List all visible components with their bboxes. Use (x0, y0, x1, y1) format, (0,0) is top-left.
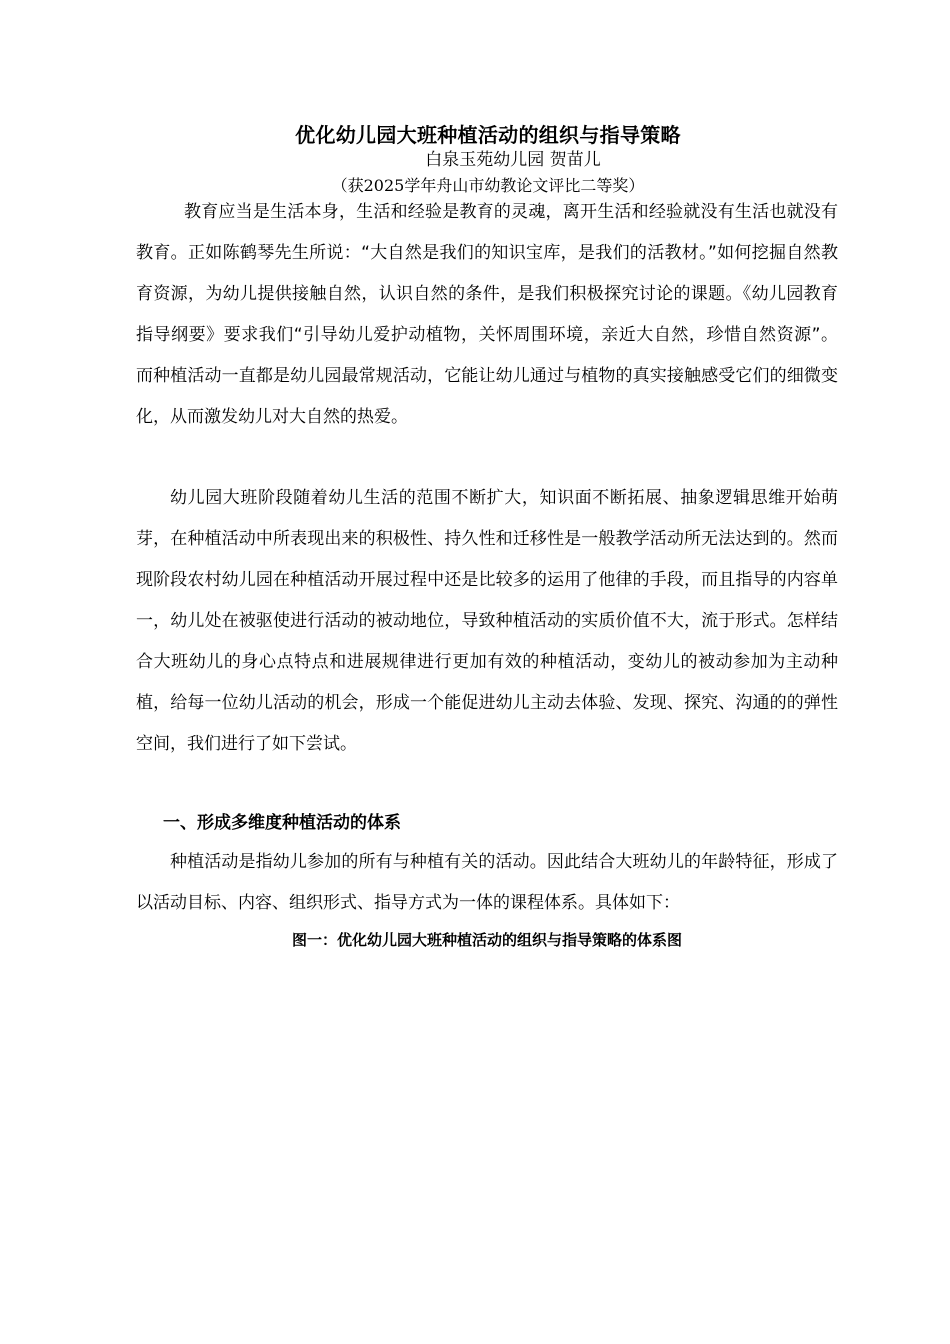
award-note: （获2025学年舟山市幼教论文评比二等奖） (331, 176, 645, 195)
section-body-block (136, 842, 838, 924)
paragraph-2: 幼儿园大班阶段随着幼儿生活的范围不断扩大，知识面不断拓展、抽象逻辑思维开始萌芽，在种植活动中所表现出来的积极性、持久性和迁移性是一般教学活动所无法达到的。然而现阶段农村幼儿园在种植活动开展过程中还是比较多的运用了他律的手段，而且指导的内容单一，幼儿处在被驱使进行活动的被动地位，导致种植活动的实质价值不大，流于形式。怎样结合大班幼儿的身心点特点和进展规律进行更加有效的种植活动，变幼儿的被动参加为主动种植，给每一位幼儿活动的机会，形成一个能促进幼儿主动去体验、发现、探究、沟通的的弹性空间，我们进行了如下尝试。 (136, 488, 838, 754)
intro-block (136, 192, 838, 438)
author-line: 白泉玉苑幼儿园 贺苗儿 (425, 150, 601, 170)
document-title: 优化幼儿园大班种植活动的组织与指导策略 (295, 123, 681, 147)
paragraph-1: 教育应当是生活本身，生活和经验是教育的灵魂，离开生活和经验就没有生活也就没有教育。正如陈鹤琴先生所说：“大自然是我们的知识宝库，是我们的活教材。”如何挖掘自然教育资源，为幼儿提供接触自然，认识自然的条件，是我们积极探究讨论的课题。《幼儿园教育指导纲要》要求我们“引导幼儿爱护动植物，关怀周围环境，亲近大自然，珍惜自然资源”。 而种植活动一直都是幼儿园最常规活动，它能让幼儿通过与植物的真实接触感受它们的细微变化，从而激发幼儿对大自然的热爱。 (136, 202, 838, 427)
context-block (136, 478, 838, 765)
section-heading: 一、形成多维度种植活动的体系 (163, 813, 401, 833)
paragraph-3: 种植活动是指幼儿参加的所有与种植有关的活动。因此结合大班幼儿的年龄特征，形成了以活动目标、内容、组织形式、指导方式为一体的课程体系。具体如下： (136, 852, 838, 913)
figure-caption: 图一：优化幼儿园大班种植活动的组织与指导策略的体系图 (291, 931, 682, 949)
